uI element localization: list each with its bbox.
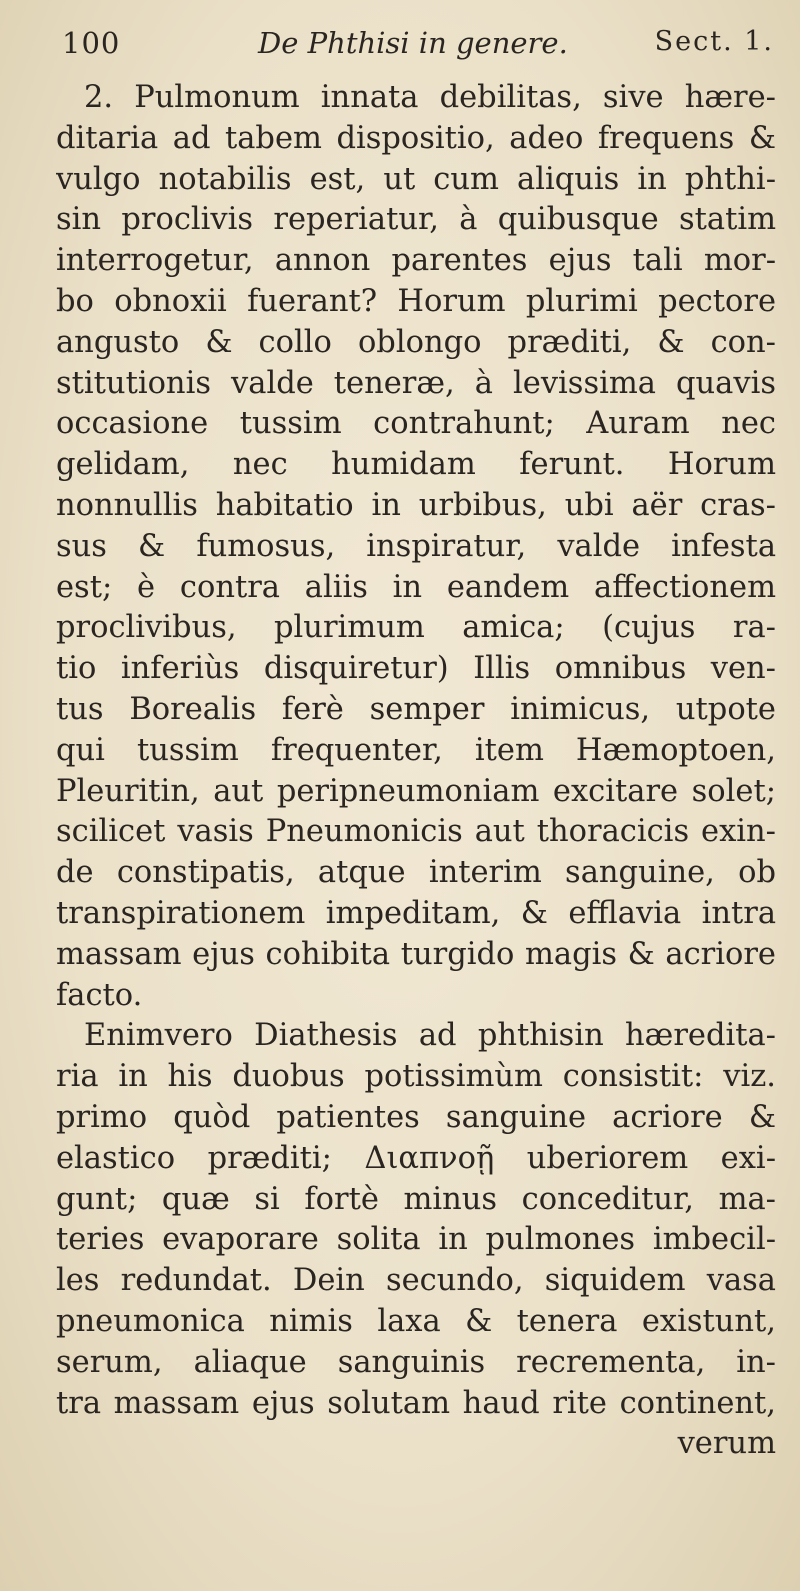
text-line-27: elastico præditi; Διαπνοῇ uberiorem exi- <box>56 1140 776 1176</box>
page-number: 100 <box>62 26 121 60</box>
text-line-9: occasione tussim contrahunt; Auram nec <box>56 406 776 442</box>
text-line-24: Enimvero Diathesis ad phthisin hæredita- <box>84 1018 776 1054</box>
text-line-8: stitutionis valde teneræ, à levissima quavis <box>56 365 776 401</box>
text-line-7: angusto & collo oblongo præditi, & con- <box>56 324 776 360</box>
running-head <box>62 26 774 70</box>
running-title: De Phthisi in genere. <box>258 26 568 60</box>
text-line-1: 2. Pulmonum innata debilitas, sive hære- <box>84 80 776 115</box>
text-line-15: tio inferiùs disquiretur) Illis omnibus ven- <box>56 651 776 687</box>
text-line-29: teries evaporare solita in pulmones imbecil- <box>56 1222 776 1258</box>
text-line-32: serum, aliaque sanguinis recrementa, in- <box>56 1344 776 1380</box>
catchword: verum <box>677 1426 776 1462</box>
text-line-19: scilicet vasis Pneumonicis aut thoracicis exin- <box>56 814 776 850</box>
text-line-16: tus Borealis ferè semper inimicus, utpote <box>56 691 776 727</box>
text-line-28: gunt; quæ si fortè minus conceditur, ma- <box>56 1181 776 1217</box>
text-line-26: primo quòd patientes sanguine acriore & <box>56 1099 776 1135</box>
body-text <box>56 78 776 1465</box>
text-line-18: Pleuritin, aut peripneumoniam excitare solet; <box>56 773 776 809</box>
text-line-11: nonnullis habitatio in urbibus, ubi aër cras- <box>56 487 776 523</box>
text-line-4: sin proclivis reperiatur, à quibusque statim <box>56 202 776 238</box>
text-line-3: vulgo notabilis est, ut cum aliquis in phthi- <box>56 161 776 197</box>
text-line-6: bo obnoxii fuerant? Horum plurimi pectore <box>56 283 776 319</box>
text-line-33: tra massam ejus solutam haud rite continent, <box>56 1385 776 1421</box>
text-line-22: massam ejus cohibita turgido magis & acriore <box>56 936 776 972</box>
text-line-13: est; è contra aliis in eandem affectionem <box>56 569 776 605</box>
text-line-20: de constipatis, atque interim sanguine, ob <box>56 855 776 891</box>
text-line-30: les redundat. Dein secundo, siquidem vasa <box>56 1263 776 1299</box>
text-line-21: transpirationem impeditam, & efflavia intra <box>56 895 776 931</box>
text-line-25: ria in his duobus potissimùm consistit: viz. <box>56 1059 776 1095</box>
text-line-23: facto. <box>56 977 143 1013</box>
text-line-14: proclivibus, plurimum amica; (cujus ra- <box>56 610 776 646</box>
text-line-5: interrogetur, annon parentes ejus tali mor- <box>56 243 776 279</box>
text-line-12: sus & fumosus, inspiratur, valde infesta <box>56 528 776 564</box>
text-line-17: qui tussim frequenter, item Hæmoptoen, <box>56 732 776 768</box>
text-line-2: ditaria ad tabem dispositio, adeo frequens & <box>56 120 776 156</box>
text-line-10: gelidam, nec humidam ferunt. Horum <box>56 447 776 483</box>
text-line-31: pneumonica nimis laxa & tenera existunt, <box>56 1303 776 1339</box>
section-reference: Sect. 1. <box>654 26 774 57</box>
